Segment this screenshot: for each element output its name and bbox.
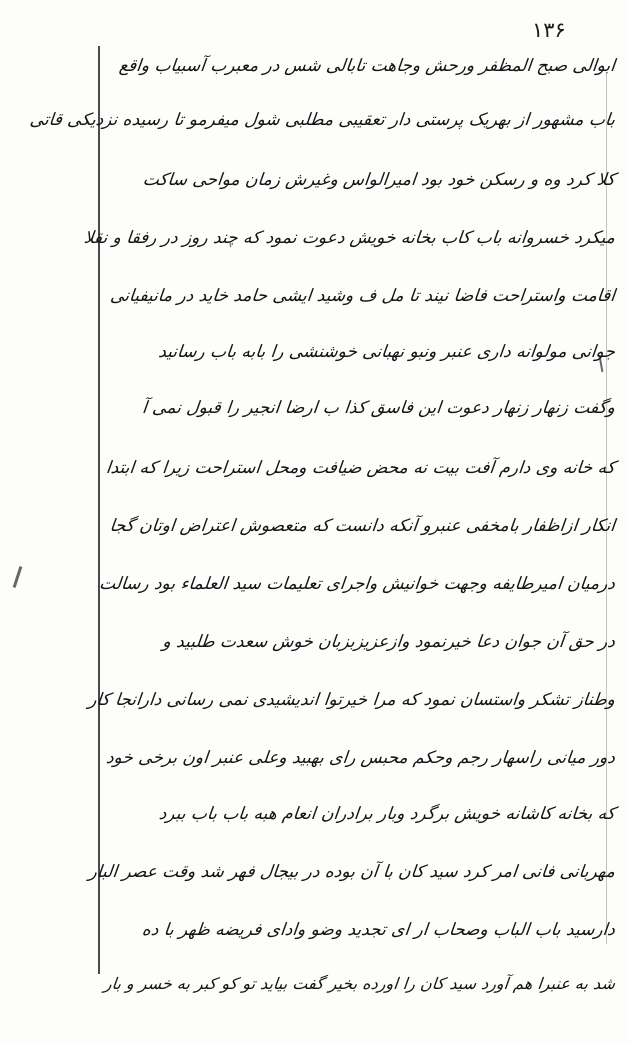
manuscript-line: که خانه وی دارم آفت بیت نه محض ضیافت ومحل استراحت زیرا که ابتدا (104, 458, 617, 478)
manuscript-line: که بخانه کاشانه خویش برگرد وبار برادران انعام هبه باب باب ببرد (157, 804, 617, 824)
manuscript-line: ابوالی صبح المظفر ورحش وجاهت تابالی شس در معبرب آسبیاب واقع (118, 56, 617, 76)
manuscript-line: شد به عنبرا هم آورد سید کان را اورده بخیر گفت بیاید تو کو کبر به خسر و بار (103, 974, 617, 993)
manuscript-line: اقامت واستراحت فاضا نیند تا مل ف وشید ایشی حامد خاید در مانیفیانی (109, 286, 617, 306)
manuscript-line: انکار ازاظفار بامخفی عنبرو آنکه دانست که متعصوش اعتراض اوتان گجا (108, 516, 617, 536)
manuscript-line: دور میانی راسهار رجم وحکم محبس رای بهبید وعلی عنبر اون برخی خود (105, 748, 617, 768)
manuscript-line: وگفت زنهار زنهار دعوت این فاسق کذا ب ارضا انجیر را قبول نمی آ (141, 398, 617, 418)
manuscript-line: مهربانی فانی امر کرد سید کان با آن بوده در بیجال فهر شد وقت عصر البار (87, 862, 617, 882)
page-number: ۱۳۶ (532, 18, 566, 42)
manuscript-line: وطناز تشکر واستسان نمود که مرا خیرتوا اندیشیدی نمی رسانی دارانجا کار (87, 690, 617, 710)
manuscript-text-block (28, 44, 617, 1004)
manuscript-line: در حق آن جوان دعا خیرنمود وازعزیزبزبان خوش سعدت طلبید و (161, 632, 617, 652)
manuscript-line: دارسید باب الباب وصحاب ار ای تجدید وضو وادای فریضه ظهر با ده (140, 920, 617, 940)
manuscript-line: میکرد خسروانه باب کاب بخانه خویش دعوت نمود که چند روز در رفقا و نقلا (82, 228, 617, 248)
manuscript-line: کلا کرد وه و رسکن خود بود امیرالواس وغیرش زمان مواحی ساکت (141, 170, 617, 190)
manuscript-line: باب مشهور از بهریک پرستی دار تعقیبی مطلبی شول میفرمو تا رسیده نزدیکی قاتی (28, 110, 617, 130)
manuscript-line: درمیان امیرطایفه وجهت خوانیش واجرای تعلیمات سید العلماء بود رسالت (98, 574, 617, 594)
manuscript-line: جوانی مولوانه داری عنبر ونبو نهبانی خوشنشی را بابه باب رسانید (157, 342, 617, 362)
margin-tick-mark (13, 566, 23, 588)
